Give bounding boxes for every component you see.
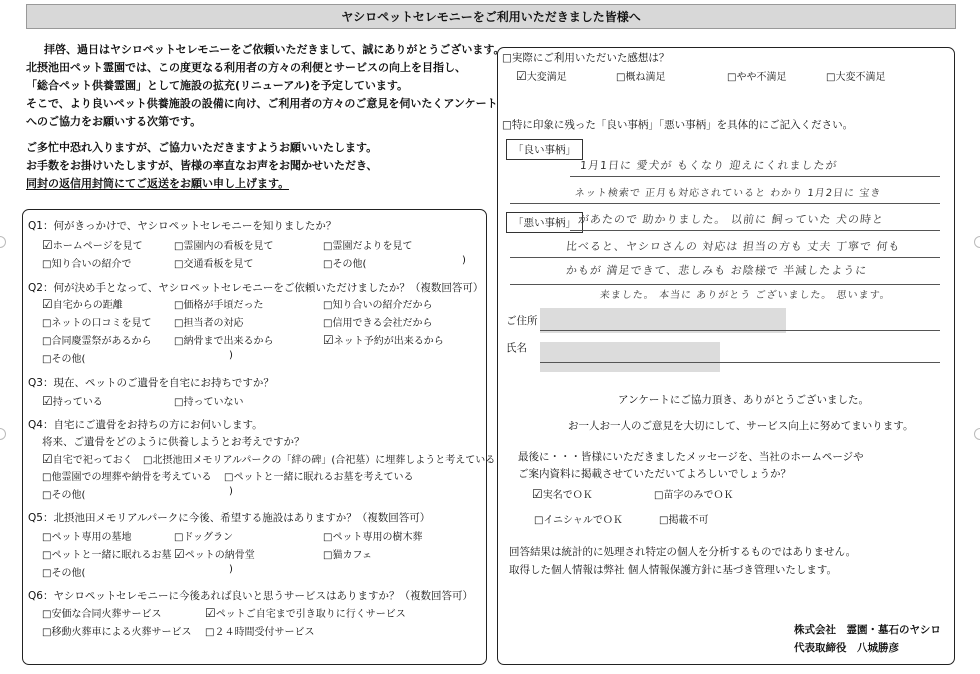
- checkbox-checked[interactable]: ☑: [42, 238, 53, 252]
- q1-option-other[interactable]: [323, 255, 366, 270]
- q5-question: Q5：北摂池田メモリアルパークに今後、希望する施設はありますか？（複数回答可）: [28, 512, 431, 524]
- option-label: 大変満足: [526, 72, 567, 83]
- thanks-line-1: アンケートにご協力頂き、ありがとうございました。: [618, 394, 869, 406]
- checkbox[interactable]: □: [826, 72, 836, 83]
- q4-option-other-cemetery[interactable]: [42, 468, 211, 483]
- q2-option-interment[interactable]: [174, 332, 273, 347]
- option-label: 霊園内の看板を見て: [183, 241, 274, 252]
- intro-line-3: 「総合ペット供養霊園」として施設の拡充(リニューアル)を予定しています。: [26, 79, 408, 92]
- q5-other-close: ): [229, 564, 233, 575]
- option-label: ２４時間受付サービス: [214, 627, 315, 638]
- impression-option-very-dissatisfied[interactable]: [826, 68, 885, 83]
- punch-hole-top-right: [974, 236, 980, 248]
- handwritten-line-1: 1月1日に 愛犬が もくなり 迎えにくれましたが: [579, 159, 839, 172]
- punch-hole-bottom-right: [974, 428, 980, 440]
- page-title-text: ヤシロペットセレモニーをご利用いただきました皆様へ: [341, 10, 641, 24]
- publish-line-1: 最後に・・・皆様にいただきましたメッセージを、当社のホームページや: [518, 451, 864, 463]
- checkbox[interactable]: □: [42, 259, 52, 270]
- checkbox[interactable]: □: [224, 472, 234, 483]
- option-label: 知り合いの紹介で: [51, 259, 132, 270]
- q2-option-staff[interactable]: [174, 314, 243, 329]
- q1-option-referral[interactable]: [42, 255, 131, 270]
- q3-question: Q3：現在、ペットのご遺骨を自宅にお持ちですか？: [28, 377, 274, 389]
- option-label: 概ね満足: [625, 72, 666, 83]
- intro-line-6: ご多忙中恐れ入りますが、ご協力いただきますようお願いいたします。: [26, 141, 378, 154]
- publish-line-2: ご案内資料に掲載させていただいてよろしいでしょうか？: [518, 468, 791, 480]
- episodes-prompt: [502, 117, 853, 132]
- q5-option-pet-cemetery[interactable]: [42, 528, 131, 543]
- handwritten-line-2: ネット検索で 正月も対応されていると わかり 1月2日に 宝き: [574, 188, 882, 199]
- q1-option-signboard[interactable]: [174, 237, 273, 252]
- ruled-line: [570, 230, 940, 231]
- checkbox[interactable]: □: [323, 300, 333, 311]
- q2-option-price[interactable]: [174, 296, 263, 311]
- checkbox[interactable]: □: [42, 532, 52, 543]
- q5-option-shared-grave[interactable]: [42, 546, 171, 561]
- option-label: ペットと一緒に眠れるお墓: [51, 550, 172, 561]
- intro-line-1: 拝啓、過日はヤシロペットセレモニーをご依頼いただきまして、誠にありがとうございます。: [44, 43, 505, 56]
- publish-option-surname-only[interactable]: [654, 486, 733, 501]
- checkbox-checked[interactable]: ☑: [174, 547, 185, 561]
- option-label: 実名でＯＫ: [542, 490, 593, 501]
- thanks-line-2: お一人お一人のご意見を大切にして、サービス向上に努めてまいります。: [568, 420, 914, 432]
- q6-option-home-pickup[interactable]: [205, 605, 406, 620]
- q4-question: Q4：自宅にご遺骨をお持ちの方にお伺いします。: [28, 419, 263, 431]
- checkbox[interactable]: □: [205, 627, 215, 638]
- option-label: ドッグラン: [183, 532, 234, 543]
- q6-option-mobile-cremation[interactable]: [42, 623, 191, 638]
- good-episode-label: 「良い事柄」: [506, 139, 583, 160]
- option-label: 納骨まで出来るから: [183, 336, 274, 347]
- page-title: [26, 4, 956, 29]
- option-label: 自宅で祀っておく: [52, 455, 133, 466]
- q2-option-other[interactable]: [42, 350, 85, 365]
- impression-option-somewhat-dissatisfied[interactable]: [727, 68, 786, 83]
- q6-option-cheap-cremation[interactable]: [42, 605, 161, 620]
- address-label: ご住所: [506, 315, 538, 327]
- checkbox[interactable]: □: [174, 300, 184, 311]
- handwritten-line-6: 来ました。 本当に ありがとう ございました。 思います。: [599, 290, 892, 301]
- q2-option-memorial[interactable]: [42, 332, 151, 347]
- checkbox-checked[interactable]: ☑: [323, 333, 334, 347]
- q1-question: Q1：何がきっかけで、ヤシロペットセレモニーを知りましたか？: [28, 220, 337, 232]
- episodes-prompt-text: 特に印象に残った「良い事柄」「悪い事柄」を具体的にご記入ください。: [511, 119, 854, 131]
- ruled-line: [510, 203, 940, 204]
- option-label: ペットご自宅まで引き取りに行くサービス: [215, 609, 406, 620]
- checkbox[interactable]: □: [323, 532, 333, 543]
- checkbox[interactable]: □: [174, 397, 184, 408]
- impression-question: [502, 50, 669, 65]
- q3-option-no[interactable]: [174, 393, 243, 408]
- ruled-line: [510, 284, 940, 285]
- checkbox[interactable]: □: [174, 259, 184, 270]
- privacy-line-2: 取得した個人情報は弊社 個人情報保護方針に基づき管理いたします。: [509, 564, 837, 576]
- option-label: 移動火葬車による火葬サービス: [51, 627, 192, 638]
- checkbox[interactable]: □: [616, 72, 626, 83]
- option-label: イニシャルでＯＫ: [543, 515, 623, 526]
- intro-line-8: 同封の返信用封筒にてご返送をお願い申し上げます。: [26, 177, 290, 190]
- address-underline: [540, 330, 940, 331]
- option-label: 担当者の対応: [183, 318, 244, 329]
- q5-option-other[interactable]: [42, 564, 85, 579]
- intro-line-5: へのご協力をお願いする次第です。: [26, 115, 202, 128]
- checkbox-checked[interactable]: ☑: [42, 297, 53, 311]
- q4-option-joint-grave[interactable]: [224, 468, 413, 483]
- checkbox[interactable]: □: [42, 609, 52, 620]
- checkbox[interactable]: □: [323, 550, 333, 561]
- option-label: 合同慶霊祭があるから: [51, 336, 152, 347]
- q1-option-traffic-sign[interactable]: [174, 255, 253, 270]
- q3-option-yes[interactable]: [42, 393, 103, 408]
- q1-option-homepage[interactable]: [42, 237, 143, 252]
- option-label: やや不満足: [736, 72, 787, 83]
- option-label: その他(: [51, 490, 86, 501]
- bad-episode-label: 「悪い事柄」: [506, 212, 583, 233]
- option-label: 北摂池田メモリアルパークの「絆の碑」(合祀墓）に埋葬しようと考えている: [152, 455, 496, 466]
- checkbox-checked[interactable]: ☑: [516, 69, 527, 83]
- q2-option-distance[interactable]: [42, 296, 123, 311]
- publish-option-initials[interactable]: [534, 511, 623, 526]
- punch-hole-bottom-left: [0, 428, 6, 440]
- option-label: 掲載不可: [668, 515, 709, 526]
- checkbox[interactable]: □: [174, 532, 184, 543]
- handwritten-line-4: 比べると、ヤシロさんの 対応は 担当の方も 丈夫 丁寧で 何も: [565, 240, 902, 253]
- q2-question: Q2：何が決め手となって、ヤシロペットセレモニーをご依頼いただけましたか？（複数回答可）: [28, 282, 484, 294]
- checkbox[interactable]: □: [42, 318, 52, 329]
- q4-option-kizuna[interactable]: [143, 451, 495, 466]
- impression-question-text: 実際にご利用いただいた感想は？: [511, 52, 670, 64]
- option-label: 自宅からの距離: [52, 300, 123, 311]
- checkbox[interactable]: □: [323, 259, 333, 270]
- option-label: ホームページを見て: [52, 241, 143, 252]
- option-label: 価格が手頃だった: [183, 300, 264, 311]
- option-label: 他霊園での埋葬や納骨を考えている: [51, 472, 212, 483]
- checkbox[interactable]: □: [42, 550, 52, 561]
- intro-line-4: そこで、より良いペット供養施設の設備に向け、ご利用者の方々のご意見を伺いたくアンケート: [26, 97, 498, 110]
- name-underline: [540, 362, 940, 363]
- checkbox-checked[interactable]: ☑: [532, 487, 543, 501]
- option-label: その他(: [51, 354, 86, 365]
- option-label: ネットの口コミを見て: [51, 318, 152, 329]
- q1-other-close: ): [462, 255, 466, 266]
- option-label: その他(: [51, 568, 86, 579]
- punch-hole-top-left: [0, 236, 6, 248]
- checkbox[interactable]: □: [534, 515, 544, 526]
- option-label: 持っている: [52, 397, 103, 408]
- option-label: 安価な合同火葬サービス: [51, 609, 162, 620]
- checkbox-checked[interactable]: ☑: [205, 606, 216, 620]
- q6-question: Q6：ヤシロペットセレモニーに今後あれば良いと思うサービスはありますか？（複数回答可）: [28, 590, 474, 602]
- option-label: ネット予約が出来るから: [333, 336, 444, 347]
- name-field-redacted[interactable]: [540, 342, 720, 372]
- publish-option-no-publish[interactable]: [659, 511, 708, 526]
- checkbox[interactable]: □: [42, 472, 52, 483]
- representative-name: 代表取締役 八城勝彦: [794, 642, 899, 654]
- q5-option-ossuary[interactable]: [174, 546, 255, 561]
- option-label: 苗字のみでＯＫ: [663, 490, 734, 501]
- option-label: ペット専用の樹木葬: [332, 532, 423, 543]
- option-label: ペットの納骨堂: [184, 550, 255, 561]
- handwritten-line-5: かもが 満足できて、悲しみも お陰様で 半減したように: [565, 264, 868, 277]
- option-label: 霊園だよりを見て: [332, 241, 413, 252]
- checkbox[interactable]: □: [654, 490, 664, 501]
- option-label: その他(: [332, 259, 367, 270]
- q5-option-tree-burial[interactable]: [323, 528, 422, 543]
- checkbox[interactable]: □: [143, 455, 153, 466]
- ruled-line: [510, 257, 940, 258]
- checkbox[interactable]: □: [174, 336, 184, 347]
- q2-other-close: ): [229, 350, 233, 361]
- q4-subquestion: 将来、ご遺骨をどのように供養しようとお考えですか？: [42, 436, 305, 448]
- option-label: 信用できる会社だから: [332, 318, 433, 329]
- checkbox[interactable]: □: [323, 241, 333, 252]
- q5-option-cat-cafe[interactable]: [323, 546, 372, 561]
- q2-option-online-booking[interactable]: [323, 332, 444, 347]
- name-label: 氏名: [506, 342, 527, 354]
- q5-option-dog-run[interactable]: [174, 528, 233, 543]
- checkbox-checked[interactable]: ☑: [42, 394, 53, 408]
- bullet-box-icon: □: [502, 52, 512, 64]
- checkbox[interactable]: □: [42, 568, 52, 579]
- checkbox[interactable]: □: [42, 490, 52, 501]
- checkbox[interactable]: □: [323, 318, 333, 329]
- q2-option-trust[interactable]: [323, 314, 432, 329]
- intro-line-2: 北摂池田ペット霊園では、この度更なる利用者の方々の利便とサービスの向上を目指し、: [26, 61, 466, 74]
- handwritten-line-3: があたので 助かりました。 以前に 飼っていた 犬の時と: [577, 213, 885, 226]
- intro-line-7: お手数をお掛けいたしますが、皆様の率直なお声をお聞かせいただき、: [26, 159, 378, 172]
- q6-option-24h[interactable]: [205, 623, 314, 638]
- impression-option-very-satisfied[interactable]: [516, 68, 567, 83]
- checkbox[interactable]: □: [42, 627, 52, 638]
- q1-option-newsletter[interactable]: [323, 237, 412, 252]
- ruled-line: [570, 176, 940, 177]
- publish-option-real-name[interactable]: [532, 486, 593, 501]
- checkbox[interactable]: □: [727, 72, 737, 83]
- option-label: 交通看板を見て: [183, 259, 254, 270]
- company-name: 株式会社 霊園・墓石のヤシロ: [794, 624, 941, 636]
- option-label: 知り合いの紹介だから: [332, 300, 433, 311]
- checkbox[interactable]: □: [42, 336, 52, 347]
- checkbox[interactable]: □: [174, 318, 184, 329]
- q4-option-other[interactable]: [42, 486, 85, 501]
- bullet-box-icon: □: [502, 119, 512, 131]
- q2-option-referral[interactable]: [323, 296, 432, 311]
- option-label: ペット専用の墓地: [51, 532, 132, 543]
- option-label: ペットと一緒に眠れるお墓を考えている: [233, 472, 414, 483]
- checkbox[interactable]: □: [42, 354, 52, 365]
- q4-option-home[interactable]: [42, 451, 133, 466]
- privacy-line-1: 回答結果は統計的に処理され特定の個人を分析するものではありません。: [509, 546, 857, 558]
- option-label: 猫カフェ: [332, 550, 372, 561]
- option-label: 大変不満足: [835, 72, 886, 83]
- option-label: 持っていない: [183, 397, 244, 408]
- impression-option-mostly-satisfied[interactable]: [616, 68, 665, 83]
- checkbox-checked[interactable]: ☑: [42, 452, 53, 466]
- q4-other-close: ): [229, 486, 233, 497]
- checkbox[interactable]: □: [659, 515, 669, 526]
- q2-option-reviews[interactable]: [42, 314, 151, 329]
- checkbox[interactable]: □: [174, 241, 184, 252]
